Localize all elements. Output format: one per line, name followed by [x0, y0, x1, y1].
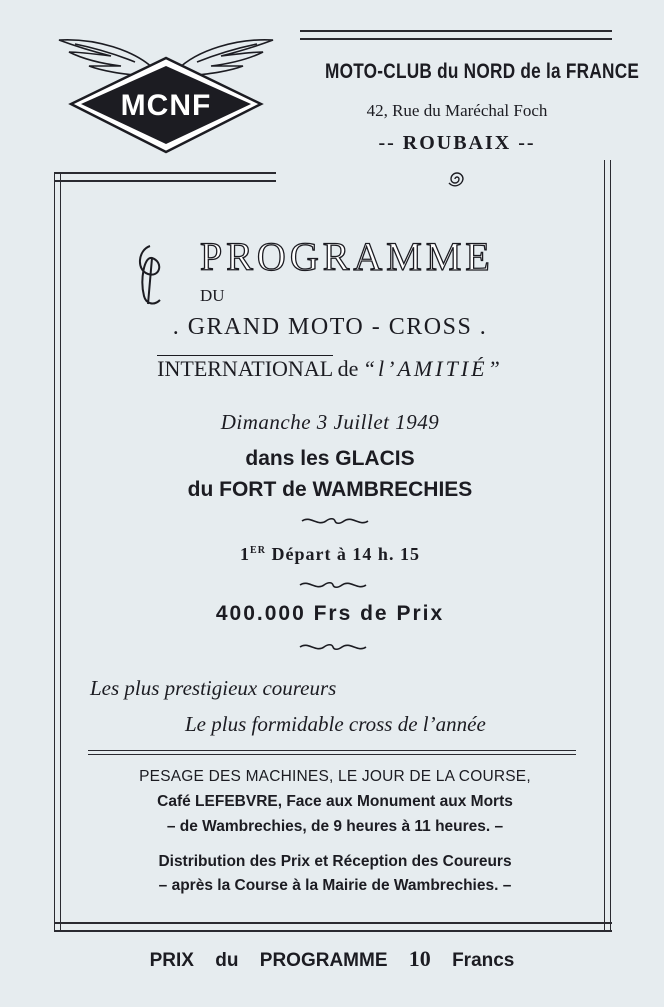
notice-separator [88, 750, 576, 755]
location-line-2: du FORT de WAMBRECHIES [187, 478, 473, 501]
notice-weighing: PESAGE DES MACHINES, LE JOUR DE LA COURSE, [139, 768, 531, 785]
notice-cafe: Café LEFEBVRE, Face aux Monument aux Morts [157, 793, 513, 810]
mcnf-winged-logo [55, 30, 277, 158]
international-label: INTERNATIONAL [157, 356, 334, 381]
programme-du: DU [200, 286, 225, 305]
tagline-1: Les plus prestigieux coureurs [90, 676, 337, 700]
scroll-ornament-icon [298, 578, 368, 592]
frame-right-border [604, 160, 611, 932]
event-subtitle [60, 356, 600, 382]
footer-rule [54, 922, 612, 932]
scroll-ornament-icon [298, 640, 368, 654]
scroll-ornament-icon [300, 514, 370, 528]
logo-text: MCNF [120, 89, 212, 122]
notice-mairie: – après la Course à la Mairie de Wambrechies. – [158, 877, 512, 894]
header-top-rule [300, 30, 612, 40]
de-label: de [337, 356, 359, 381]
programme-title: PROGRAMME [200, 234, 494, 279]
club-name: MOTO-CLUB du NORD de la FRANCE [324, 60, 640, 83]
swirl-ornament-icon [446, 168, 468, 190]
price-du: du [215, 950, 239, 971]
price-prix: PRIX [149, 950, 194, 971]
programme-price [40, 946, 624, 972]
depart-text: Départ à 14 h. 15 [265, 544, 420, 564]
depart-ordinal-suffix: ER [250, 545, 266, 556]
event-date: Dimanche 3 Juillet 1949 [220, 410, 440, 434]
club-address: 42, Rue du Maréchal Foch [366, 101, 548, 120]
depart-ordinal: 1 [240, 544, 251, 564]
notice-hours: – de Wambrechies, de 9 heures à 11 heures. – [166, 818, 504, 835]
calligraphic-flourish-icon [130, 240, 170, 310]
header-left-rule [54, 172, 276, 182]
tagline-2: Le plus formidable cross de l’année [185, 712, 486, 736]
price-programme: PROGRAMME [259, 950, 388, 971]
location-line-1: dans les GLACIS [245, 447, 415, 470]
event-name: . GRAND MOTO - CROSS . [172, 314, 488, 340]
amitie-label: “l’AMITIÉ” [362, 356, 503, 381]
prize-money: 400.000 Frs de Prix [215, 602, 445, 625]
notice-distribution: Distribution des Prix et Réception des Coureurs [158, 853, 512, 870]
price-amount: 10 [408, 946, 431, 971]
club-city: -- ROUBAIX -- [378, 132, 536, 154]
price-currency: Francs [452, 950, 515, 971]
first-start-time [60, 544, 600, 565]
